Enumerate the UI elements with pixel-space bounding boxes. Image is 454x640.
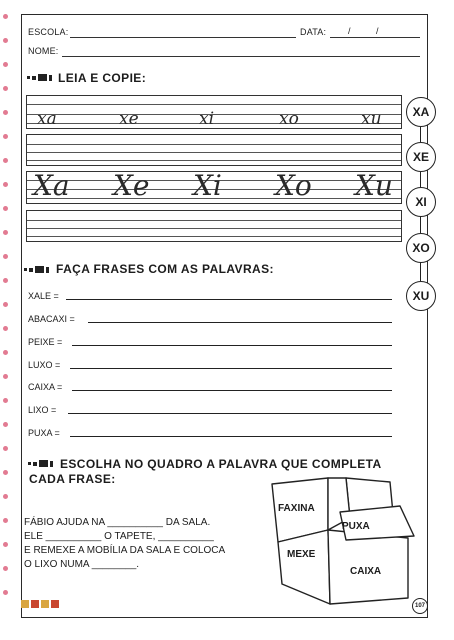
binder-ring	[3, 302, 8, 307]
cursive-Xo: Xo	[275, 169, 312, 202]
binder-ring	[3, 494, 8, 499]
syllable-circle-xe: XE	[406, 142, 436, 172]
binder-ring	[3, 206, 8, 211]
binder-ring	[3, 158, 8, 163]
fill-sentence: FÁBIO AJUDA NA __________ DA SALA.	[24, 517, 211, 528]
cursive-xu: xu	[361, 109, 382, 129]
syllable-connector	[420, 262, 421, 281]
binder-ring	[3, 182, 8, 187]
syllable-connector	[420, 172, 421, 187]
sentence-answer-line[interactable]	[70, 368, 392, 369]
binder-ring	[3, 86, 8, 91]
syllable-connector	[420, 127, 421, 142]
binder-ring	[3, 254, 8, 259]
school-field-line[interactable]	[70, 37, 296, 38]
word-label-abacaxi: ABACAXI =	[28, 314, 75, 324]
binder-ring	[3, 422, 8, 427]
section-bullet-icon	[27, 74, 52, 81]
binder-ring	[3, 230, 8, 235]
word-label-puxa: PUXA =	[28, 428, 60, 438]
binder-ring	[3, 38, 8, 43]
syllable-circle-xo: XO	[406, 233, 436, 263]
word-label-caixa: CAIXA =	[28, 382, 63, 392]
binder-ring	[3, 398, 8, 403]
binder-ring	[3, 62, 8, 67]
binder-ring	[3, 566, 8, 571]
section-title-read-copy: LEIA E COPIE:	[58, 71, 147, 85]
copy-box-uppercase	[26, 171, 402, 204]
section-bullet-icon	[28, 460, 53, 467]
syllable-circle-xa: XA	[406, 97, 436, 127]
binder-ring	[3, 518, 8, 523]
cursive-Xu: Xu	[355, 169, 393, 202]
box-word-faxina: FAXINA	[278, 503, 315, 514]
date-slash: /	[348, 26, 351, 36]
section-title-choose-word: ESCOLHA NO QUADRO A PALAVRA QUE COMPLETA	[60, 457, 382, 471]
binder-ring	[3, 14, 8, 19]
word-label-xale: XALE =	[28, 291, 59, 301]
box-word-mexe: MEXE	[287, 549, 316, 560]
sentence-answer-line[interactable]	[66, 299, 392, 300]
sentence-answer-line[interactable]	[72, 390, 392, 391]
section-title-make-sentences: FAÇA FRASES COM AS PALAVRAS:	[56, 262, 274, 276]
cursive-xe: xe	[119, 109, 139, 129]
binder-ring	[3, 542, 8, 547]
fill-sentence: O LIXO NUMA ________.	[24, 559, 140, 570]
sentence-answer-line[interactable]	[72, 345, 392, 346]
binder-ring	[3, 326, 8, 331]
box-word-caixa: CAIXA	[350, 566, 382, 577]
binder-ring	[3, 374, 8, 379]
copy-box-blank[interactable]	[26, 210, 402, 242]
binder-ring	[3, 590, 8, 595]
name-label: NOME:	[28, 46, 59, 56]
binder-ring	[3, 350, 8, 355]
word-label-luxo: LUXO =	[28, 360, 61, 370]
binder-ring	[3, 446, 8, 451]
sentence-answer-line[interactable]	[68, 413, 392, 414]
syllable-connector	[420, 216, 421, 233]
date-label: DATA:	[300, 27, 327, 37]
fill-sentence: ELE __________ O TAPETE, __________	[24, 531, 214, 542]
name-field-line[interactable]	[62, 56, 420, 57]
cursive-Xi: Xi	[193, 169, 222, 202]
fill-sentence: E REMEXE A MOBÍLIA DA SALA E COLOCA	[24, 545, 226, 556]
date-field-line[interactable]	[330, 37, 420, 38]
binder-ring	[3, 278, 8, 283]
copy-box-blank[interactable]	[26, 134, 402, 166]
page-number: 107	[412, 598, 428, 614]
syllable-circle-xi: XI	[406, 187, 436, 217]
open-box-illustration	[268, 472, 418, 608]
binder-ring	[3, 470, 8, 475]
cursive-Xe: Xe	[113, 169, 150, 202]
box-word-puxa: PUXA	[342, 521, 370, 532]
cursive-xi: xi	[199, 109, 215, 129]
copy-box-lowercase	[26, 95, 402, 129]
sentence-answer-line[interactable]	[88, 322, 392, 323]
section-title-choose-word-cont: CADA FRASE:	[29, 472, 116, 486]
sentence-answer-line[interactable]	[70, 436, 392, 437]
word-label-lixo: LIXO =	[28, 405, 57, 415]
binder-ring	[3, 110, 8, 115]
section-bullet-icon	[24, 266, 49, 273]
syllable-circle-xu: XU	[406, 281, 436, 311]
binder-ring	[3, 134, 8, 139]
word-label-peixe: PEIXE =	[28, 337, 63, 347]
cursive-Xa: Xa	[33, 169, 70, 202]
cursive-xo: xo	[279, 109, 299, 129]
school-label: ESCOLA:	[28, 27, 69, 37]
cursive-xa: xa	[37, 109, 57, 129]
date-slash: /	[376, 26, 379, 36]
